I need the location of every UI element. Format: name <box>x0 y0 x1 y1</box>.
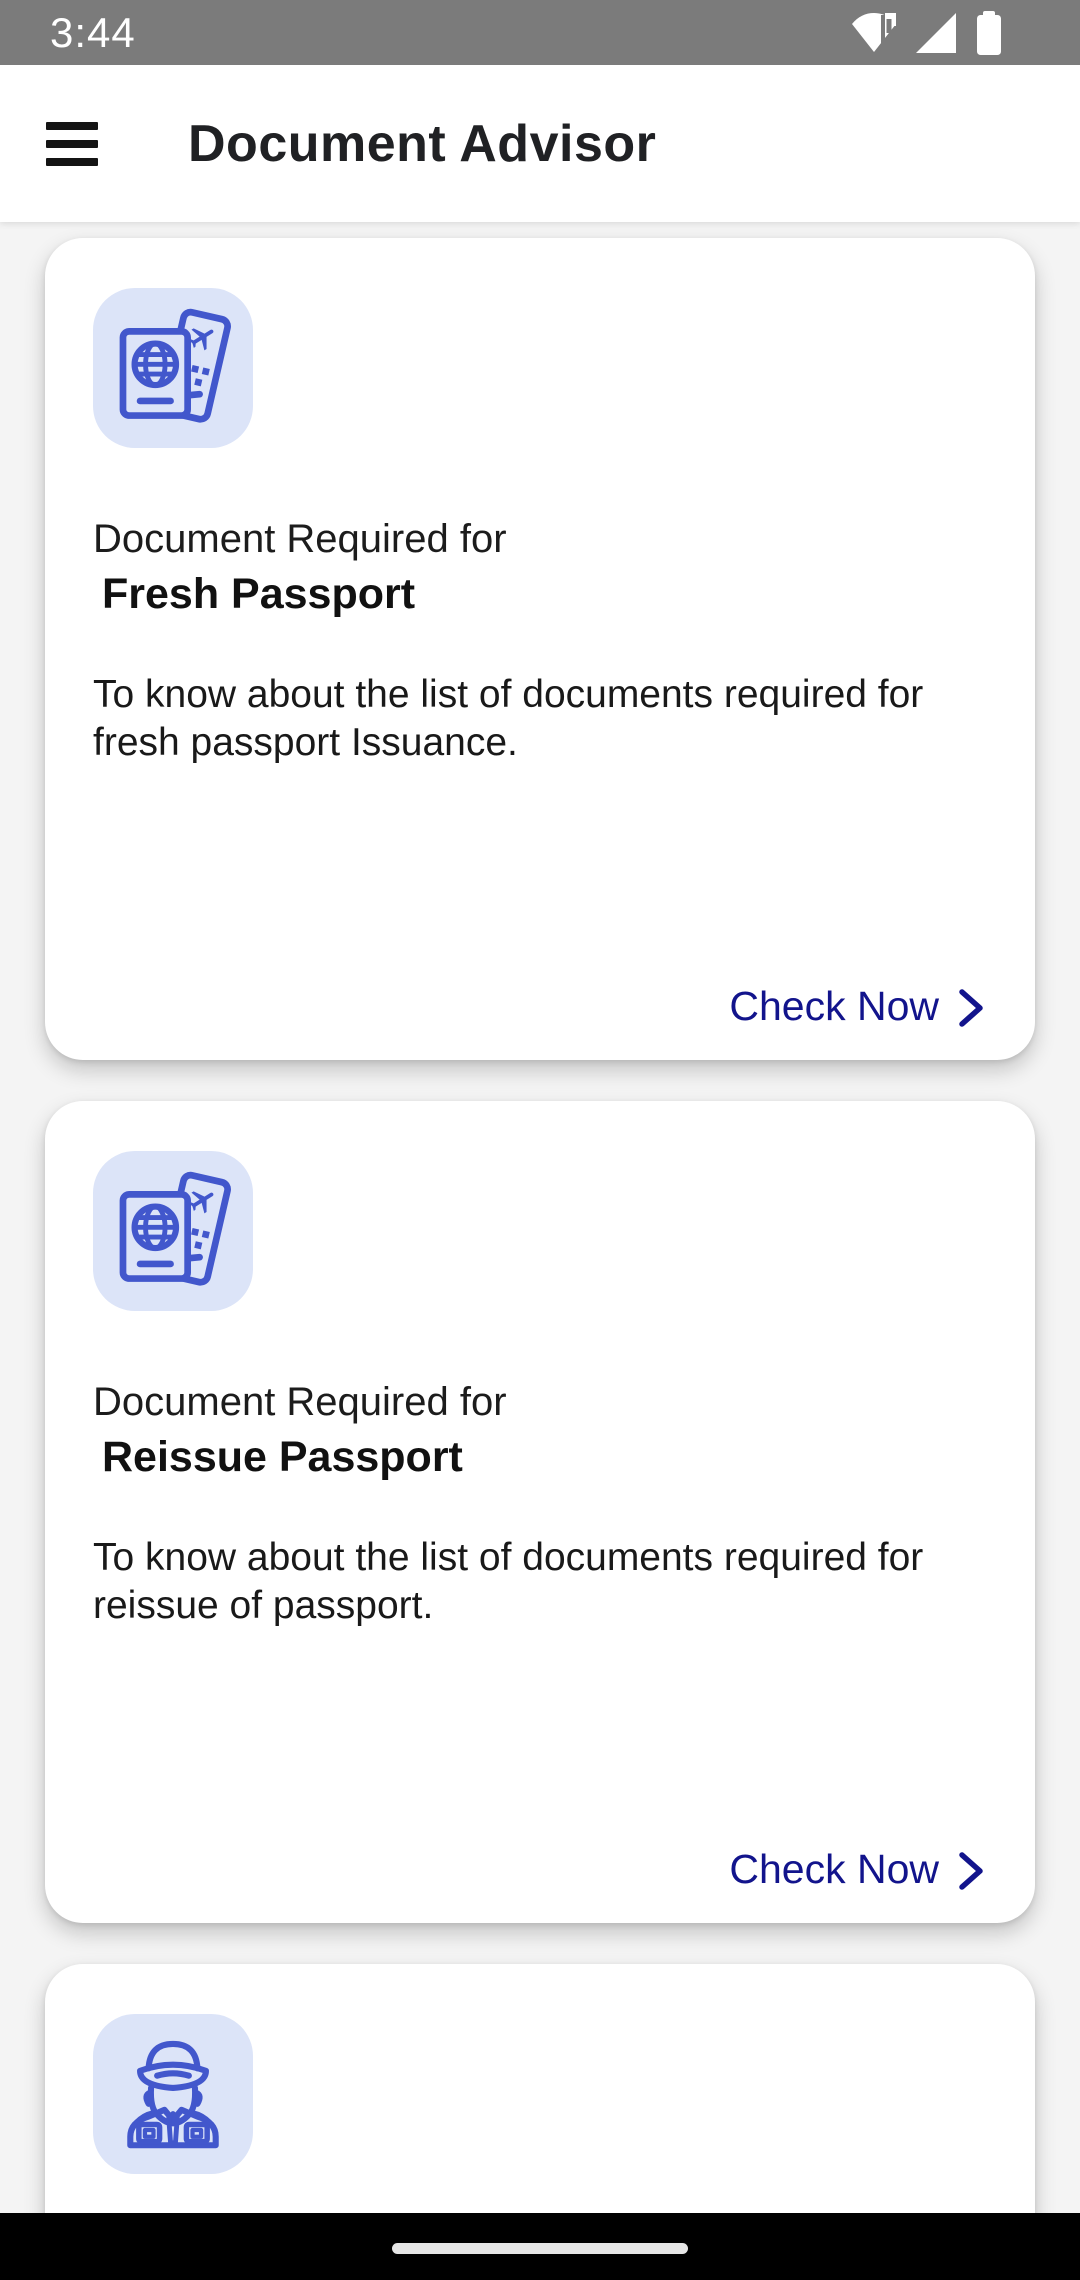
wifi-alert-icon <box>850 11 898 55</box>
passport-ticket-icon <box>93 1151 253 1311</box>
chevron-right-icon <box>957 1845 985 1893</box>
check-now-label: Check Now <box>729 1845 939 1892</box>
content-scroll-area[interactable] <box>0 222 1080 2280</box>
hamburger-menu-icon[interactable] <box>46 122 98 166</box>
page-title: Document Advisor <box>188 114 657 173</box>
police-officer-icon <box>93 2014 253 2174</box>
gesture-nav-bar <box>0 2213 1080 2280</box>
card-description: To know about the list of documents required for reissue of passport. <box>93 1535 924 1627</box>
status-time: 3:44 <box>50 8 136 56</box>
card-title: Fresh Passport <box>102 570 416 618</box>
home-pill[interactable] <box>392 2243 688 2254</box>
status-icons <box>850 9 1004 57</box>
check-now-link[interactable] <box>729 982 985 1030</box>
status-bar <box>0 0 1080 65</box>
card-title: Reissue Passport <box>102 1433 463 1481</box>
card-reissue-passport[interactable] <box>45 1101 1035 1923</box>
card-description: To know about the list of documents required for fresh passport Issuance. <box>93 672 924 764</box>
card-fresh-passport[interactable] <box>45 238 1035 1060</box>
battery-icon <box>974 9 1004 57</box>
check-now-link[interactable] <box>729 1845 985 1893</box>
cellular-signal-icon <box>913 11 959 55</box>
check-now-label: Check Now <box>729 982 939 1029</box>
card-subtitle: Document Required for <box>93 517 507 561</box>
card-subtitle: Document Required for <box>93 1380 507 1424</box>
app-bar <box>0 65 1080 222</box>
chevron-right-icon <box>957 982 985 1030</box>
passport-ticket-icon <box>93 288 253 448</box>
